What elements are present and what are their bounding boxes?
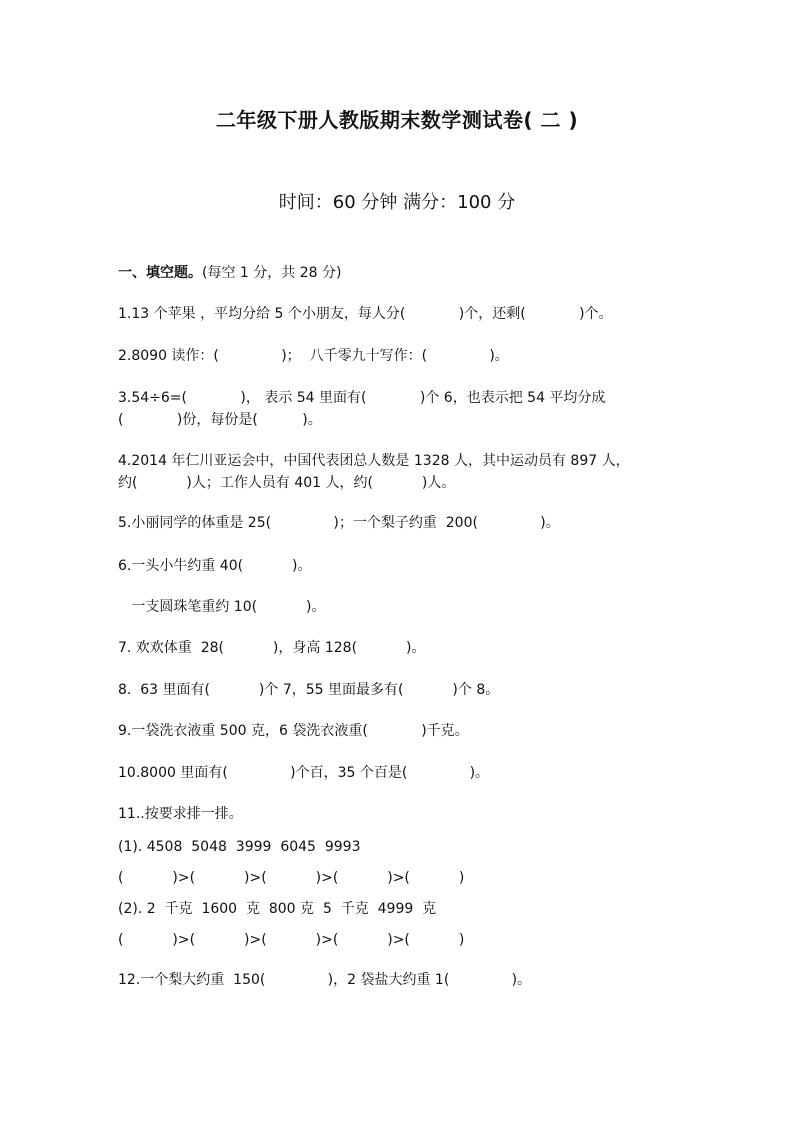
question-11-part-1: (1). 4508 5048 3999 6045 9993 [118, 839, 361, 855]
exam-time-and-score: 时间：60 分钟 满分：100 分 [278, 192, 516, 213]
question-11-part-1-blanks: ( )>( )>( )>( )>( ) [118, 870, 465, 886]
question-2: 2.8090 读作：( )； 八千零九十写作：( )。 [118, 348, 509, 364]
question-1: 1.13 个苹果 ，平均分给 5 个小朋友，每人分( )个，还剩( )个。 [118, 306, 613, 322]
question-4-line-2: 约( )人；工作人员有 401 人，约( )人。 [118, 475, 456, 491]
section-heading [118, 262, 688, 284]
question-11-part-2: (2). 2 千克 1600 克 800 克 5 千克 4999 克 [118, 901, 437, 917]
question-3-line-1: 3.54÷6=( )， 表示 54 里面有( )个 6，也表示把 54 平均分成 [118, 390, 606, 406]
question-12: 12.一个梨大约重 150( )，2 袋盐大约重 1( )。 [118, 972, 532, 988]
question-11-part-2-blanks: ( )>( )>( )>( )>( ) [118, 932, 465, 948]
page-title: 二年级下册人教版期末数学测试卷( 二 ) [215, 108, 579, 132]
question-6-line-2: 一支圆珠笔重约 10( )。 [118, 599, 326, 615]
question-7: 7. 欢欢体重 28( )，身高 128( )。 [118, 640, 426, 656]
question-5: 5.小丽同学的体重是 25( )；一个梨子约重 200( )。 [118, 515, 560, 531]
question-3-line-2: ( )份，每份是( )。 [118, 412, 322, 428]
question-4-line-1: 4.2014 年仁川亚运会中，中国代表团总人数是 1328 人，其中运动员有 897 人， [118, 453, 630, 469]
question-9: 9.一袋洗衣液重 500 克，6 袋洗衣液重( )千克。 [118, 723, 469, 739]
section-score-note: (每空 1 分，共 28 分) [202, 265, 342, 281]
section-title: 一、填空题。 [118, 265, 202, 281]
question-10: 10.8000 里面有( )个百，35 个百是( )。 [118, 765, 490, 781]
question-11: 11..按要求排一排。 [118, 806, 243, 822]
question-8: 8. 63 里面有( )个 7，55 里面最多有( )个 8。 [118, 682, 500, 698]
question-6-line-1: 6.一头小牛约重 40( )。 [118, 558, 312, 574]
